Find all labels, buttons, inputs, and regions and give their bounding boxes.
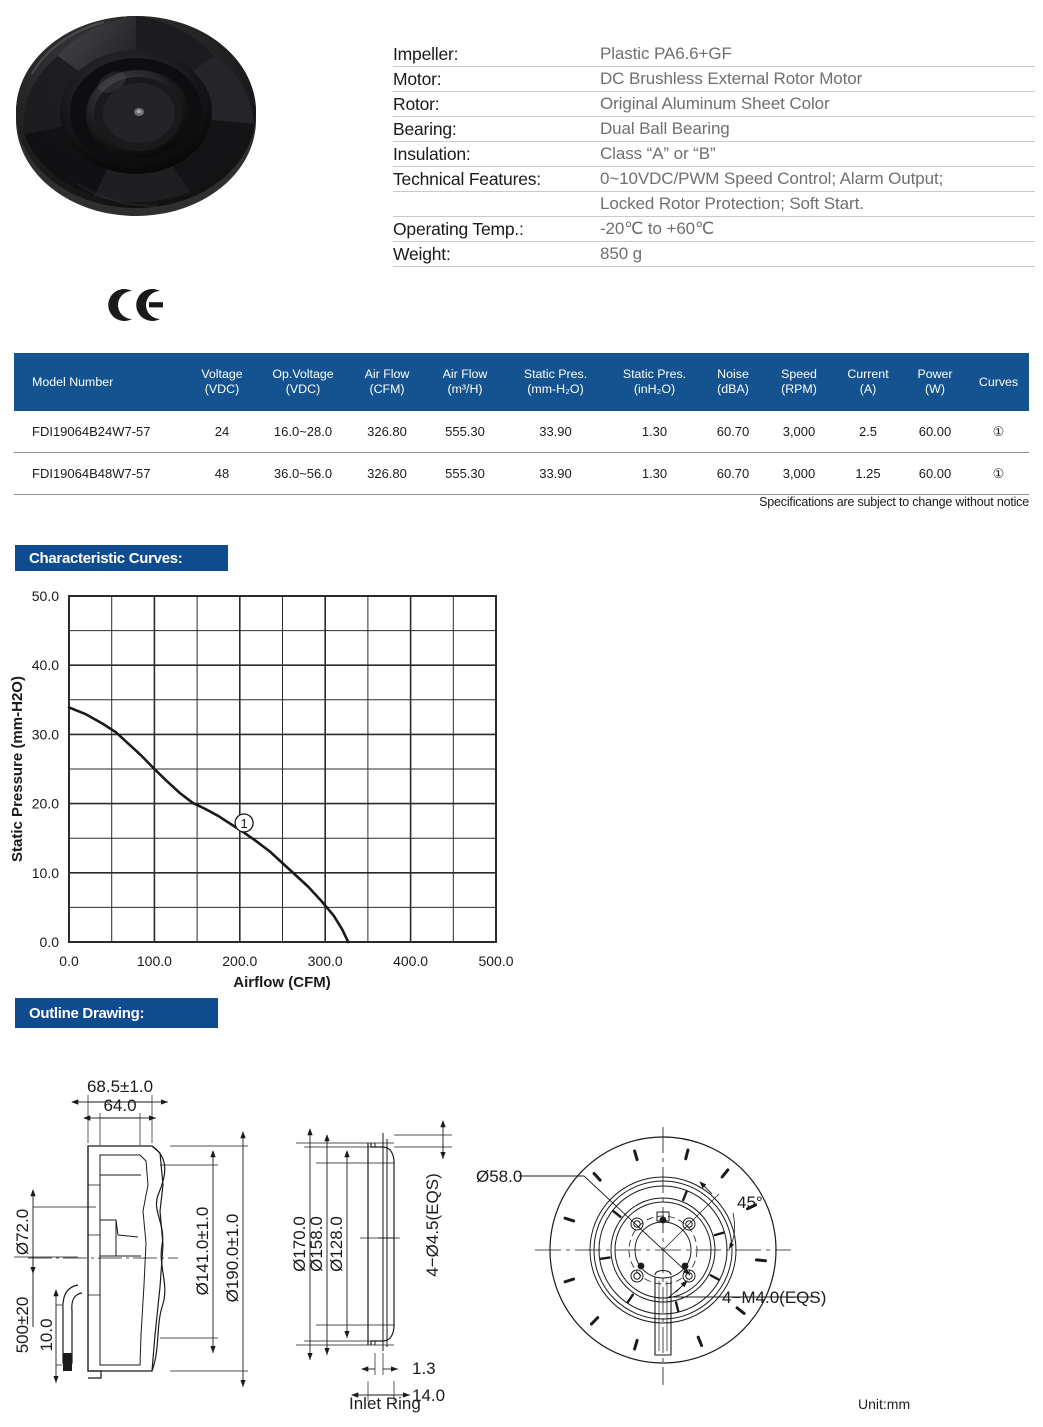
table-row — [14, 411, 1029, 453]
cell-op-voltage: 16.0~28.0 — [258, 411, 348, 453]
dim-side-cable-offset: 10.0 — [37, 1318, 56, 1352]
header-line-1: Static Pres. — [622, 367, 687, 381]
header-line-1: Model Number — [32, 374, 114, 389]
section-header-characteristic-curves — [15, 545, 228, 571]
dim-inlet-mounting-holes: 4−Ø4.5(EQS) — [423, 1173, 442, 1277]
column-header-op-voltage — [258, 353, 348, 411]
cell-model-number: FDI19064B48W7-57 — [14, 453, 186, 495]
dim-side-blade-depth: 64.0 — [103, 1096, 137, 1115]
chart-series-curve-1 — [69, 707, 348, 942]
dim-front-angle: 45° — [737, 1193, 763, 1212]
header-line-2: (A) — [859, 382, 877, 396]
table-row — [14, 453, 1029, 495]
section-header-outline-drawing — [15, 998, 218, 1028]
column-header-airflow-cfm — [348, 353, 426, 411]
spec-label: Rotor: — [393, 94, 440, 114]
x-tick-label: 300.0 — [307, 953, 343, 969]
dim-front-thread-holes: 4−M4.0(EQS) — [722, 1288, 827, 1307]
x-tick-label: 400.0 — [393, 953, 429, 969]
spec-label: Motor: — [393, 69, 442, 89]
header-line-2: (CFM) — [369, 382, 405, 396]
cell-static-pressure-in: 1.30 — [607, 453, 702, 495]
header-line-1: Voltage — [201, 367, 243, 381]
column-header-noise — [702, 353, 764, 411]
spec-value: Plastic PA6.6+GF — [600, 44, 732, 63]
impeller-illustration — [8, 8, 268, 270]
column-header-airflow-m3h — [426, 353, 504, 411]
spec-value: Class “A” or “B” — [600, 144, 716, 163]
cell-voltage: 48 — [186, 453, 258, 495]
cell-airflow-cfm: 326.80 — [348, 453, 426, 495]
header-line-1: Op.Voltage — [272, 367, 334, 381]
y-tick-label: 40.0 — [31, 657, 59, 674]
column-header-curves — [968, 353, 1029, 411]
cell-static-pressure-mm: 33.90 — [504, 453, 607, 495]
x-tick-label: 200.0 — [222, 953, 258, 969]
front-view-geometry — [535, 1127, 791, 1385]
header-line-1: Curves — [978, 374, 1019, 389]
dim-side-overall-depth: 68.5±1.0 — [86, 1077, 154, 1096]
spec-value: -20℃ to +60℃ — [600, 219, 715, 238]
table-header-row — [14, 353, 1029, 411]
column-header-static-pressure-in — [607, 353, 702, 411]
chart-y-tick-labels — [32, 588, 59, 950]
header-line-1: Noise — [717, 367, 749, 381]
y-tick-label: 10.0 — [31, 864, 59, 881]
impeller-image — [8, 8, 268, 270]
section-title: Characteristic Curves: — [29, 549, 183, 567]
dim-inlet-mid-diameter: Ø158.0 — [307, 1216, 326, 1272]
curve-marker-icon: ① — [992, 424, 1005, 439]
header-line-1: Power — [917, 367, 953, 381]
dim-front-bolt-circle: Ø58.0 — [476, 1167, 523, 1186]
cell-curve-reference — [968, 411, 1029, 453]
product-photo — [8, 8, 268, 270]
header-line-1: Current — [847, 367, 889, 381]
column-header-model-number — [14, 353, 186, 411]
header-line-1: Air Flow — [442, 367, 488, 381]
header-line-2: (W) — [925, 382, 945, 396]
spec-label: Operating Temp.: — [393, 219, 524, 239]
y-tick-label: 50.0 — [31, 588, 59, 604]
y-tick-label: 30.0 — [31, 726, 59, 743]
cell-noise: 60.70 — [702, 453, 764, 495]
header-line-2: (m³/H) — [447, 382, 483, 396]
header-line-2: (dBA) — [717, 382, 749, 396]
spec-value: DC Brushless External Rotor Motor — [600, 69, 863, 88]
dim-side-outer-diameter: Ø190.0±1.0 — [223, 1213, 242, 1303]
ce-mark — [108, 288, 168, 322]
spec-value: Dual Ball Bearing — [600, 119, 730, 138]
header-line-1: Air Flow — [364, 367, 410, 381]
cell-current: 1.25 — [834, 453, 902, 495]
spec-label: Bearing: — [393, 119, 457, 139]
spec-value: Original Aluminum Sheet Color — [600, 94, 830, 113]
spec-row — [393, 67, 1035, 92]
spec-row — [393, 117, 1035, 142]
curve-marker-icon: ① — [992, 466, 1005, 481]
column-header-current — [834, 353, 902, 411]
header-line-1: Static Pres. — [523, 367, 588, 381]
dim-inlet-depth: 14.0 — [412, 1386, 446, 1405]
dim-inlet-wall-thickness: 1.3 — [412, 1359, 436, 1378]
characteristic-curve-chart — [0, 580, 560, 1000]
front-view-leader-lines — [519, 1176, 818, 1297]
ce-logo-icon — [108, 288, 168, 322]
column-header-power — [902, 353, 968, 411]
cell-airflow-cfm: 326.80 — [348, 411, 426, 453]
cell-static-pressure-in: 1.30 — [607, 411, 702, 453]
spec-label: Impeller: — [393, 44, 459, 64]
x-tick-label: 100.0 — [136, 953, 172, 969]
dim-side-inner-diameter: Ø141.0±1.0 — [193, 1206, 212, 1296]
spec-row — [393, 217, 1035, 242]
spec-value: 0~10VDC/PWM Speed Control; Alarm Output; — [600, 169, 944, 188]
chart-x-axis-label: Airflow (CFM) — [233, 974, 331, 991]
spec-row — [393, 142, 1035, 167]
cell-curve-reference — [968, 453, 1029, 495]
spec-row — [393, 42, 1035, 67]
dim-inlet-outer-diameter: Ø170.0 — [290, 1216, 309, 1272]
model-specification-table — [14, 353, 1029, 495]
header-line-1: Speed — [781, 367, 817, 381]
curve-label: 1 — [240, 815, 248, 831]
cell-model-number: FDI19064B24W7-57 — [14, 411, 186, 453]
cell-power: 60.00 — [902, 453, 968, 495]
cell-current: 2.5 — [834, 411, 902, 453]
cell-power: 60.00 — [902, 411, 968, 453]
spec-value: 850 g — [600, 244, 643, 263]
x-tick-label: 0.0 — [59, 953, 79, 969]
cell-airflow-m3h: 555.30 — [426, 411, 504, 453]
outline-drawing-svg — [0, 1035, 1043, 1427]
outline-drawing-block — [0, 1035, 1043, 1427]
spec-row-continuation — [393, 192, 1035, 217]
dim-side-hub-diameter: Ø72.0 — [13, 1208, 32, 1256]
cell-op-voltage: 36.0~56.0 — [258, 453, 348, 495]
spec-row — [393, 167, 1035, 192]
inlet-ring-caption: Inlet Ring — [349, 1394, 421, 1413]
specifications-disclaimer: Specifications are subject to change without notice — [759, 495, 1029, 509]
header-line-2: (VDC) — [204, 382, 240, 396]
inlet-ring-geometry — [360, 1133, 400, 1351]
y-tick-label: 20.0 — [31, 795, 59, 812]
section-title: Outline Drawing: — [29, 1004, 145, 1022]
spec-row — [393, 92, 1035, 117]
cell-speed: 3,000 — [764, 411, 834, 453]
dim-inlet-bore-diameter: Ø128.0 — [327, 1216, 346, 1272]
unit-caption: Unit:mm — [858, 1396, 911, 1412]
dim-side-lead-length: 500±20 — [13, 1296, 32, 1354]
spec-value: Locked Rotor Protection; Soft Start. — [600, 194, 864, 213]
spec-label: Insulation: — [393, 144, 471, 164]
cell-noise: 60.70 — [702, 411, 764, 453]
chart-svg — [0, 580, 560, 1000]
x-tick-label: 500.0 — [478, 953, 514, 969]
cell-speed: 3,000 — [764, 453, 834, 495]
chart-curve-marker-1 — [235, 814, 253, 832]
column-header-static-pressure-mm — [504, 353, 607, 411]
column-header-speed — [764, 353, 834, 411]
header-line-2: (mm-H₂O) — [527, 382, 584, 396]
spec-row — [393, 242, 1035, 267]
column-header-voltage — [186, 353, 258, 411]
header-line-2: (inH₂O) — [633, 382, 676, 396]
spec-label: Technical Features: — [393, 169, 541, 189]
cell-voltage: 24 — [186, 411, 258, 453]
header-line-2: (VDC) — [285, 382, 321, 396]
y-tick-label: 0.0 — [39, 934, 59, 950]
cell-static-pressure-mm: 33.90 — [504, 411, 607, 453]
spec-label — [393, 214, 600, 216]
spec-label: Weight: — [393, 244, 451, 264]
cell-airflow-m3h: 555.30 — [426, 453, 504, 495]
chart-y-axis-label: Static Pressure (mm-H2O) — [9, 676, 26, 862]
specification-table — [393, 42, 1035, 267]
chart-x-tick-labels — [59, 953, 513, 969]
header-line-2: (RPM) — [781, 382, 817, 396]
